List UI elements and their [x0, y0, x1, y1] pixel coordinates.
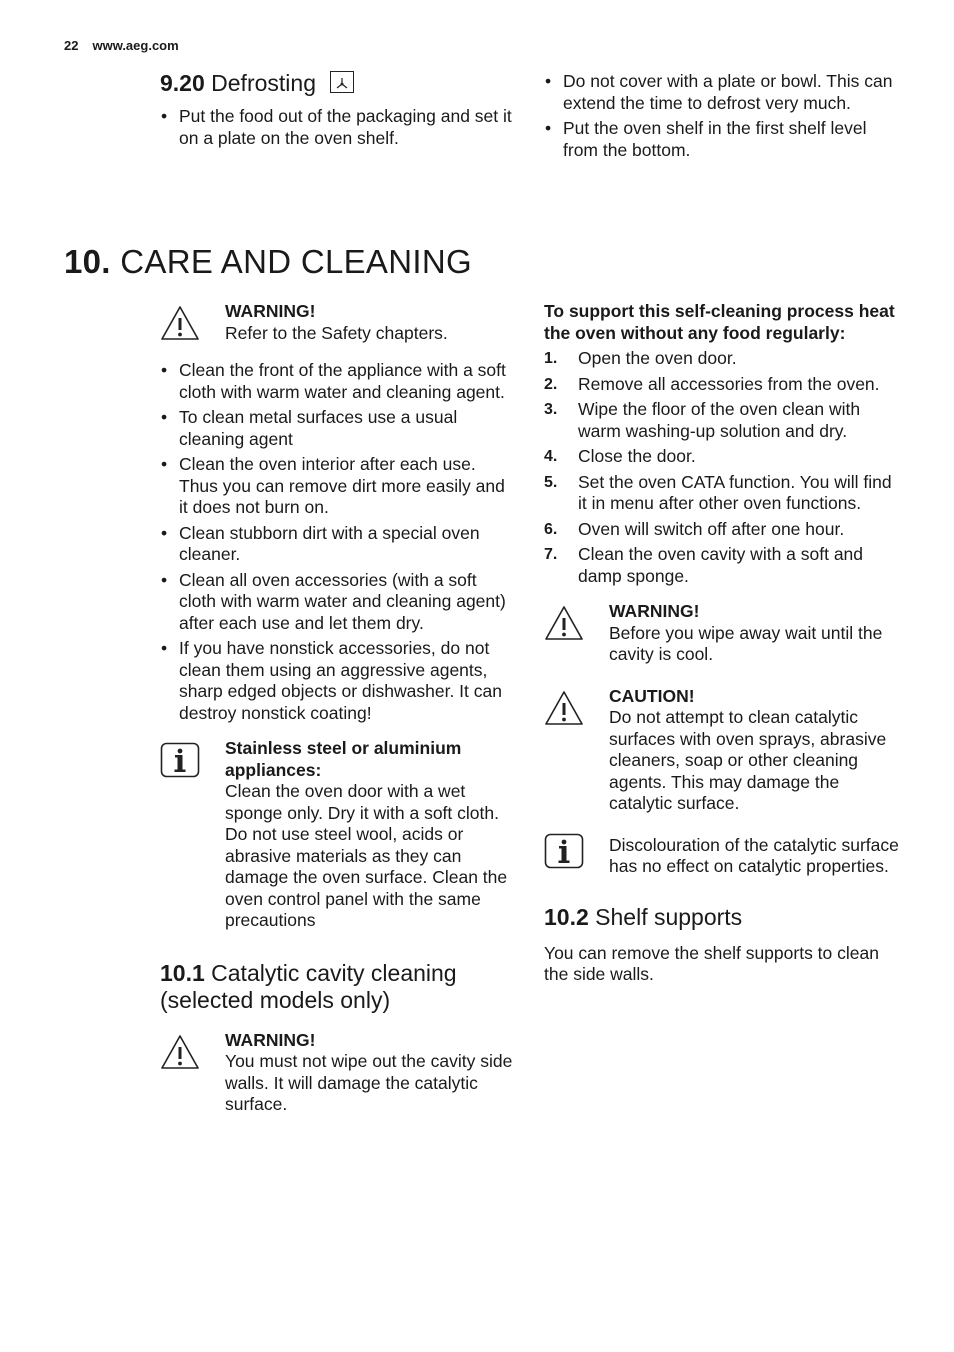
step-number: 5. — [544, 473, 558, 491]
info-text-1: Clean the oven door with a wet sponge only. Dry it with a soft cloth. — [225, 781, 499, 823]
selfclean-intro: To support this self-cleaning process heat the oven without any food regularly: — [544, 301, 895, 343]
info-stainless — [160, 738, 515, 932]
step-number: 1. — [544, 350, 558, 367]
list-item: • Clean the oven interior after each use. Thus you can remove dirt more easily and it does not burn on. — [160, 454, 515, 519]
warning-triangle-icon — [160, 305, 200, 347]
chapter-number: 10. — [64, 243, 111, 280]
caution-catalytic — [544, 686, 899, 815]
info-discolour — [544, 835, 899, 878]
warning-cool — [544, 601, 899, 666]
warning-cavity — [160, 1030, 515, 1116]
warning-safety — [160, 301, 515, 344]
section-9-20-heading — [160, 70, 515, 97]
info-title: Stainless steel or aluminium appliances: — [225, 738, 462, 780]
step-text: Set the oven CATA function. You will find it in menu after other oven functions. — [578, 471, 892, 513]
list-item: • Clean stubborn dirt with a special oven cleaner. — [160, 523, 515, 566]
section-number: 10.2 — [544, 903, 589, 930]
list-item: • If you have nonstick accessories, do not clean them using an aggressive agents, sharp edged objects or dishwasher. It can destroy nonstick coating! — [160, 638, 515, 724]
list-item: • Put the oven shelf in the first shelf level from the bottom. — [544, 118, 899, 161]
selfclean-steps — [544, 348, 899, 587]
info-text: Discolouration of the catalytic surface has no effect on catalytic properties. — [609, 834, 899, 876]
section-title: Defrosting — [211, 70, 316, 96]
page-header — [64, 38, 179, 53]
section-9-20-left — [160, 70, 515, 153]
section-9-20-right — [544, 71, 899, 165]
shelf-supports-text: You can remove the shelf supports to clean the side walls. — [544, 942, 879, 984]
defrost-bullets-left — [160, 106, 515, 149]
defrost-fan-icon — [330, 71, 354, 93]
step-text: Remove all accessories from the oven. — [578, 373, 880, 394]
chapter-heading — [64, 242, 472, 282]
header-url: www.aeg.com — [92, 38, 179, 53]
caution-text: Do not attempt to clean catalytic surfaces with oven sprays, abrasive cleaners, soap or other cleaning agents. This may damage the catalytic surface. — [609, 707, 887, 813]
section-10-1-heading — [160, 960, 515, 1014]
step-number: 4. — [544, 448, 558, 465]
info-icon — [160, 742, 200, 784]
section-10-2-heading — [544, 904, 899, 931]
list-item: • Do not cover with a plate or bowl. This can extend the time to defrost very much. — [544, 71, 899, 114]
list-item — [544, 472, 899, 515]
caution-triangle-icon — [544, 690, 584, 732]
warning-triangle-icon — [160, 1034, 200, 1076]
info-icon — [544, 833, 584, 875]
warning-text: Refer to the Safety chapters. — [225, 322, 448, 343]
list-item — [544, 348, 899, 370]
warning-text: You must not wipe out the cavity side walls. It will damage the catalytic surface. — [225, 1051, 513, 1114]
warning-title: WARNING! — [225, 1029, 316, 1050]
left-column — [160, 301, 515, 1116]
caution-title: CAUTION! — [609, 685, 695, 706]
step-text: Clean the oven cavity with a soft and damp sponge. — [578, 544, 864, 586]
section-title: Catalytic cavity cleaning (selected models only) — [160, 959, 457, 1013]
section-title: Shelf supports — [595, 903, 743, 930]
section-number: 10.1 — [160, 959, 205, 986]
step-text: Open the oven door. — [578, 348, 737, 368]
chapter-title: CARE AND CLEANING — [120, 243, 472, 280]
section-number: 9.20 — [160, 70, 205, 96]
list-item: • Clean the front of the appliance with a soft cloth with warm water and cleaning agent. — [160, 360, 515, 403]
step-text: Wipe the floor of the oven clean with warm washing-up solution and dry. — [578, 399, 861, 441]
page-number: 22 — [64, 38, 79, 53]
warning-title: WARNING! — [225, 301, 316, 321]
step-text: Close the door. — [578, 446, 696, 466]
list-item: • Clean all oven accessories (with a soft cloth with warm water and cleaning agent) after each use and let them dry. — [160, 570, 515, 635]
list-item: • To clean metal surfaces use a usual cleaning agent — [160, 407, 515, 450]
list-item — [544, 519, 899, 541]
warning-title: WARNING! — [609, 601, 700, 621]
step-number: 6. — [544, 520, 558, 538]
warning-triangle-icon — [544, 605, 584, 647]
list-item — [544, 374, 899, 396]
info-text-2: Do not use steel wool, acids or abrasive materials as they can damage the oven surface. Clean the oven control panel with the same precautions — [225, 824, 508, 930]
step-number: 3. — [544, 401, 558, 418]
cleaning-bullets — [160, 360, 515, 724]
list-item — [544, 399, 899, 442]
step-text: Oven will switch off after one hour. — [578, 518, 845, 539]
list-item — [544, 544, 899, 587]
defrost-bullets-right — [544, 71, 899, 161]
right-column — [544, 301, 899, 986]
list-item — [544, 446, 899, 468]
list-item: • Put the food out of the packaging and set it on a plate on the oven shelf. — [160, 106, 515, 149]
step-number: 7. — [544, 546, 558, 563]
step-number: 2. — [544, 375, 558, 393]
warning-text: Before you wipe away wait until the cavity is cool. — [609, 622, 883, 664]
